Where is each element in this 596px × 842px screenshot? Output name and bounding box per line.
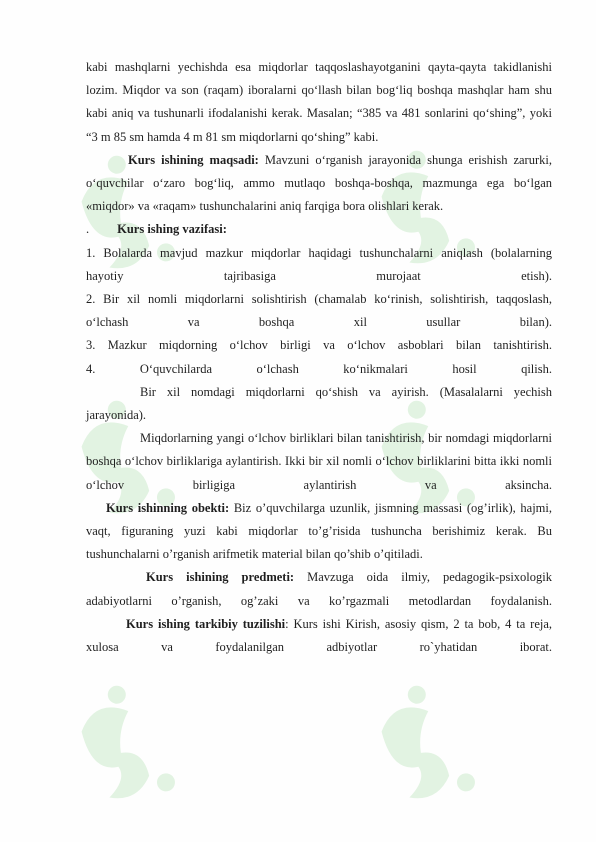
- paragraph-subject: [86, 566, 552, 612]
- tasks-prefix: .: [86, 222, 90, 237]
- task-2: 2. Bir xil nomli miqdorlarni solishtirish (chamalab ko‘rinish, solishtirish, taqqoslash, o‘lchash va boshqa xil usullar bilan).: [86, 292, 552, 330]
- task-1: 1. Bolalarda mavjud mazkur miqdorlar haqidagi tushunchalarni aniqlash (bolalarning hayotiy tajribasiga murojaat etish).: [86, 245, 552, 283]
- task-4: 4. O‘quvchilarda o‘lchash ko‘nikmalari hosil qilish.: [86, 361, 552, 376]
- paragraph-intro: kabi mashqlarni yechishda esa miqdorlar taqqoslashayotganini qayta-qayta takidlanishi lozim. Miqdor va son (raqam) iboralarni qo‘llash bilan bog‘liq boshqa mashqlar ham shu kabi aniq va tushunarli ifodalanishi kerak. Masalan; “385 va 481 sonlarini qo‘shing”, yoki “3 m 85 sm hamda 4 m 81 sm miqdorlarni qo‘shing” kabi.: [86, 60, 552, 144]
- body-text: [86, 56, 552, 659]
- subject-label: Kurs ishining predmeti:: [146, 570, 295, 585]
- paragraph-goal: [86, 149, 552, 219]
- goal-text: Mavzuni o‘rganish jarayonida shunga erishish zarurki, o‘quvchilar o‘zaro bog‘liq, ammo mutlaqo boshqa-boshqa, mazmunga ega bo‘lgan «miqdor» va «raqam» tushunchalarini aniq farqiga bora olishlari kerak.: [86, 152, 552, 214]
- paragraph-object: [86, 497, 552, 567]
- task-5: Bir xil nomdagi miqdorlarni qo‘shish va ayirish. (Masalalarni yechish jarayonida).: [86, 384, 552, 423]
- tasks-label: Kurs ishing vazifasi:: [117, 222, 227, 237]
- structure-text: : Kurs ishi Kirish, asosiy qism, 2 ta bob, 4 ta reja, xulosa va foydalanilgan adbiyotlar ro`yhatidan iborat.: [86, 616, 553, 655]
- goal-label: Kurs ishining maqsadi:: [128, 152, 259, 167]
- object-label: Kurs ishinning obekti:: [106, 500, 230, 515]
- paragraph-structure: [86, 613, 552, 659]
- task-3: 3. Mazkur miqdorning o‘lchov birligi va o‘lchov asboblari bilan tanishtirish.: [86, 338, 552, 353]
- watermark-icon: [70, 680, 180, 820]
- watermark-icon: [370, 680, 480, 820]
- paragraph-tasks-heading: [86, 218, 552, 241]
- structure-label: Kurs ishing tarkibiy tuzilishi: [126, 616, 286, 631]
- task-6: Miqdorlarning yangi o‘lchov birliklari bilan tanishtirish, bir nomdagi miqdorlarni boshqa o‘lchov birliklariga aylantirish. Ikki bir xil nomli o‘lchov birliklarini bitta ikki nomli o‘lchov birligiga aylantirish va aksincha.: [86, 431, 552, 492]
- object-text: Biz o’quvchilarga uzunlik, jismning massasi (og’irlik), hajmi, vaqt, figuraning yuzi kabi miqdorlar to’g’risida tushuncha berishimiz kerak. Bu tushunchalarni o’rganish arifmetik material bilan qo’shib o’qitiladi.: [86, 500, 552, 562]
- subject-text: Mavzuga oida ilmiy, pedagogik-psixologik adabiyotlarni o’rganish, og’zaki va ko’rgazmali metodlardan foydalanish.: [86, 570, 552, 608]
